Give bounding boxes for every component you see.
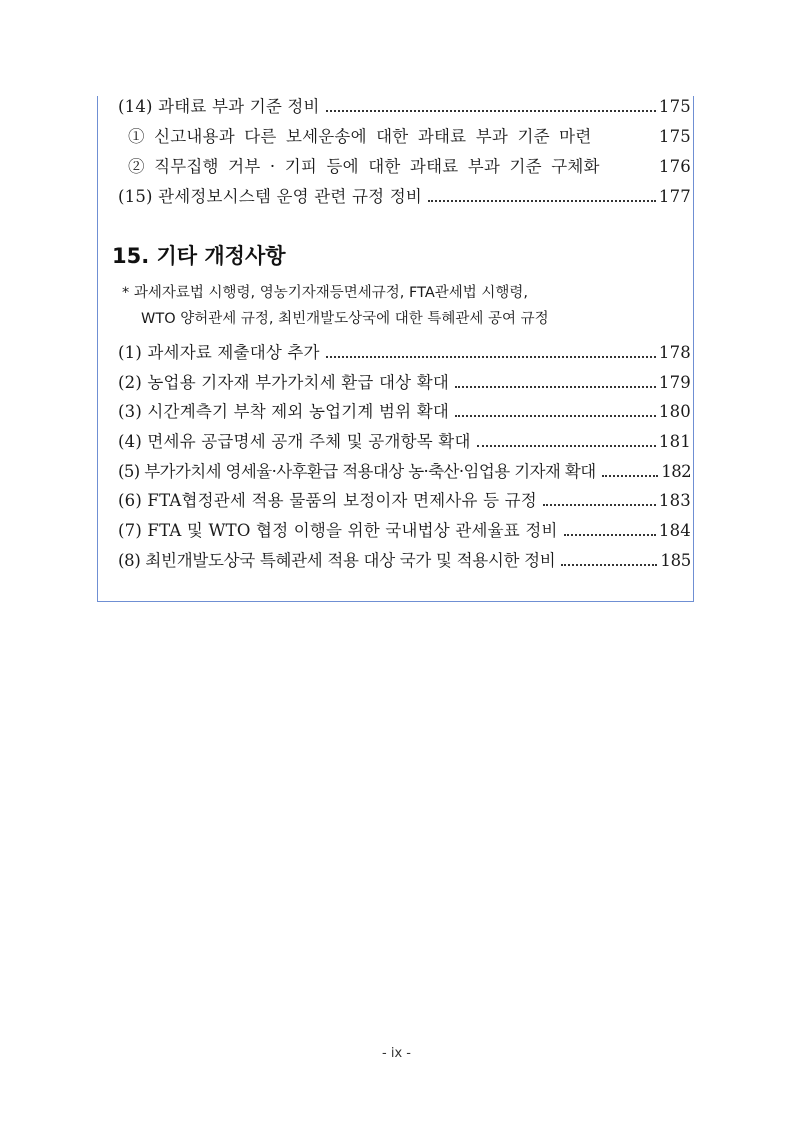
toc-entry-page: 175 <box>658 97 691 116</box>
section-heading: 15. 기타 개정사항 <box>112 244 286 268</box>
section-note-line2: WTO 양허관세 규정, 최빈개발도상국에 대한 특혜관세 공여 규정 <box>141 311 549 327</box>
dot-leader <box>455 415 656 417</box>
dot-leader <box>428 200 656 202</box>
toc-entry-label: (15) 관세정보시스템 운영 관련 규정 정비 <box>118 187 422 206</box>
toc-entry-page: 182 <box>661 462 691 481</box>
toc-entry-page: 178 <box>658 343 691 362</box>
toc-entry-label: (4) 면세유 공급명세 공개 주체 및 공개항목 확대 <box>118 432 471 451</box>
toc-entry-page: 185 <box>660 551 691 570</box>
section-note-line1: * 과세자료법 시행령, 영농기자재등면세규정, FTA관세법 시행령, <box>122 285 529 301</box>
dot-leader <box>477 445 656 447</box>
toc-entry-label: (1) 과세자료 제출대상 추가 <box>118 343 320 362</box>
toc-entry[interactable] <box>118 518 691 544</box>
toc-entry[interactable] <box>118 459 691 485</box>
toc-entry[interactable] <box>118 370 691 396</box>
toc-entry-page: 177 <box>658 187 691 206</box>
toc-subentry-page: 176 <box>658 157 691 176</box>
dot-leader <box>326 110 656 112</box>
toc-entry[interactable] <box>118 429 691 455</box>
dot-leader <box>602 475 659 477</box>
toc-entry-label: (14) 과태료 부과 기준 정비 <box>118 97 320 116</box>
dot-leader <box>564 534 656 536</box>
toc-subentry-label: ① 신고내용과 다른 보세운송에 대한 과태료 부과 기준 마련 <box>128 127 592 146</box>
toc-entry-label: (6) FTA협정관세 적용 물품의 보정이자 면제사유 등 규정 <box>118 491 537 510</box>
dot-leader <box>561 564 657 566</box>
toc-entry-label: (5) 부가가치세 영세율·사후환급 적용대상 농·축산·임업용 기자재 확대 <box>118 462 596 481</box>
toc-subentry[interactable] <box>128 154 691 180</box>
toc-entry-label: (7) FTA 및 WTO 협정 이행을 위한 국내법상 관세율표 정비 <box>118 521 558 540</box>
dot-leader <box>326 356 656 358</box>
toc-entry-page: 180 <box>658 402 691 421</box>
toc-entry-page: 179 <box>658 373 691 392</box>
toc-entry-label: (8) 최빈개발도상국 특혜관세 적용 대상 국가 및 적용시한 정비 <box>118 551 556 570</box>
toc-entry[interactable] <box>118 184 691 210</box>
toc-entry-page: 184 <box>658 521 691 540</box>
dot-leader <box>455 386 656 388</box>
toc-entry[interactable] <box>118 94 691 120</box>
toc-entry[interactable] <box>118 399 691 425</box>
toc-subentry-label: ② 직무집행 거부 · 기피 등에 대한 과태료 부과 기준 구체화 <box>128 157 600 176</box>
toc-entry[interactable] <box>118 340 691 366</box>
toc-entry[interactable] <box>118 548 691 574</box>
toc-entry-page: 183 <box>658 491 691 510</box>
toc-entry[interactable] <box>118 488 691 514</box>
toc-subentry-page: 175 <box>658 127 691 146</box>
toc-subentry[interactable] <box>128 124 691 150</box>
toc-entry-label: (2) 농업용 기자재 부가가치세 환급 대상 확대 <box>118 373 450 392</box>
dot-leader <box>543 504 656 506</box>
toc-entry-label: (3) 시간계측기 부착 제외 농업기계 범위 확대 <box>118 402 450 421</box>
page-number: - ix - <box>382 1046 411 1061</box>
toc-entry-page: 181 <box>658 432 691 451</box>
